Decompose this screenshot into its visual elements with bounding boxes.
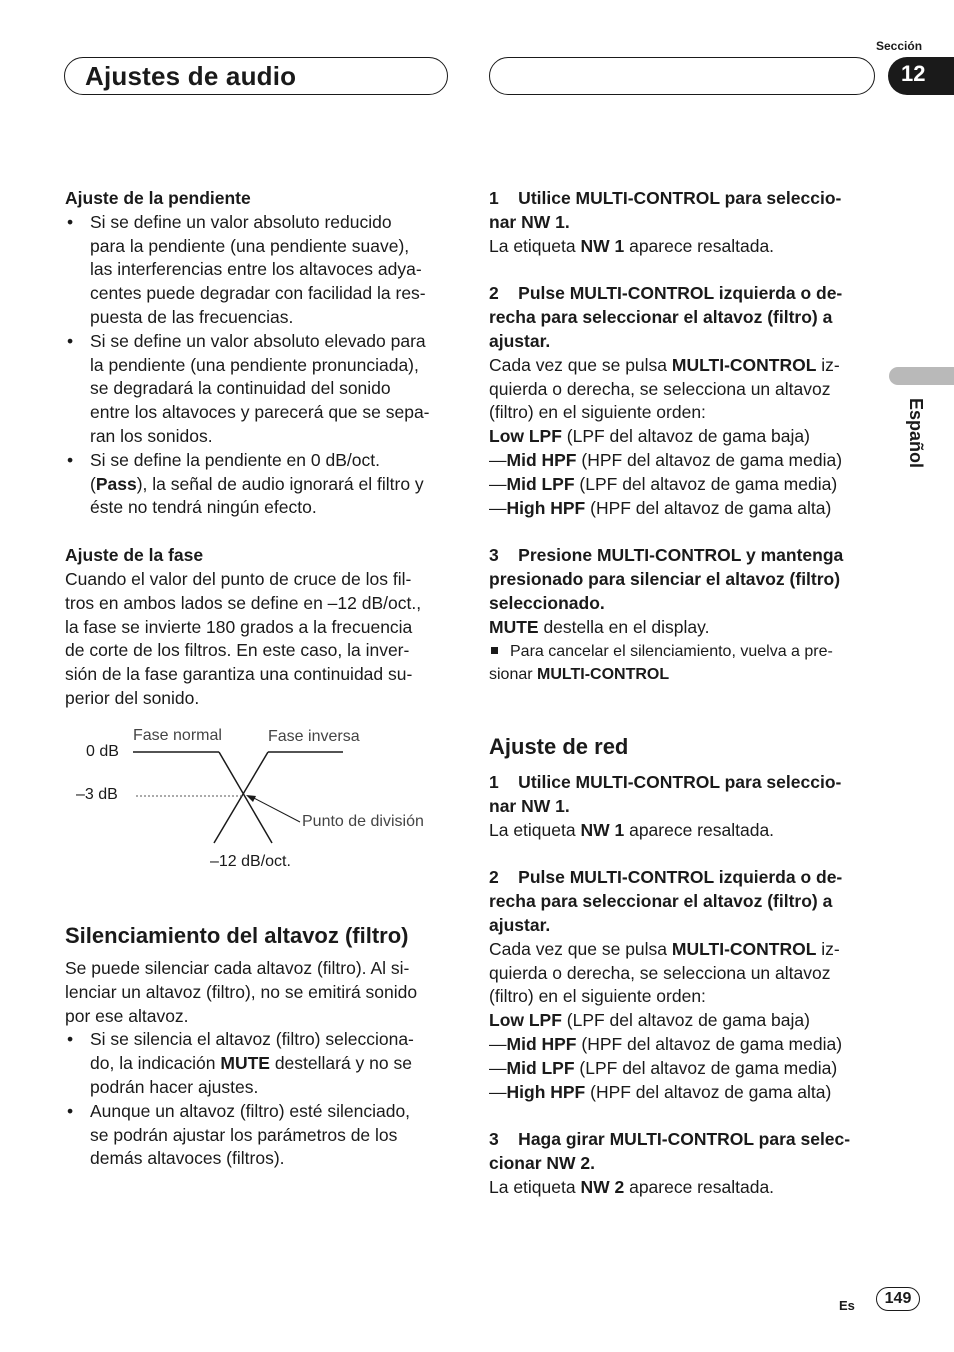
line: tros en ambos lados se define en –12 dB/oct., bbox=[65, 592, 422, 613]
line: recha para seleccionar el altavoz (filtro) a bbox=[489, 307, 833, 328]
net-step-2-body bbox=[489, 938, 874, 1009]
nw2-term: NW 2 bbox=[580, 1176, 625, 1197]
mute-term: MUTE bbox=[489, 616, 539, 637]
line: por ese altavoz. bbox=[65, 1005, 189, 1026]
line: Si se define la pendiente en 0 dB/oct. bbox=[90, 449, 380, 470]
line: para la pendiente (una pendiente suave), bbox=[90, 235, 410, 256]
line: Si se define un valor absoluto reducido bbox=[90, 211, 392, 232]
line: sión de la fase garantiza una continuidad su- bbox=[65, 664, 413, 685]
line: se degradará la continuidad del sonido bbox=[90, 378, 391, 399]
nw1-term: NW 1 bbox=[580, 819, 625, 840]
net-step-3-body bbox=[489, 1176, 874, 1200]
net-speaker-order-list bbox=[489, 1009, 874, 1104]
line: 3 Haga girar MULTI-CONTROL para selec- bbox=[489, 1129, 851, 1150]
line: Cuando el valor del punto de cruce de los fil- bbox=[65, 568, 412, 589]
order-desc: (HPF del altavoz de gama alta) bbox=[585, 1081, 832, 1102]
footer-language-code: Es bbox=[839, 1298, 855, 1313]
order-term: Mid HPF bbox=[506, 1033, 577, 1054]
line: la pendiente (una pendiente pronunciada), bbox=[90, 354, 419, 375]
line: la fase se invierte 180 grados a la frecuencia bbox=[65, 616, 413, 637]
line: quierda o derecha, se selecciona un altavoz bbox=[489, 962, 831, 983]
text: La etiqueta bbox=[489, 1176, 581, 1197]
line: cionar NW 2. bbox=[489, 1153, 595, 1174]
line: seleccionado. bbox=[489, 592, 605, 613]
label-0db: 0 dB bbox=[86, 743, 119, 760]
mute-bullet-list bbox=[65, 1028, 460, 1171]
step-3-note bbox=[489, 640, 874, 686]
order-desc: (LPF del altavoz de gama baja) bbox=[561, 1010, 810, 1031]
line: ajustar. bbox=[489, 330, 551, 351]
line: 1 Utilice MULTI-CONTROL para seleccio- bbox=[489, 188, 842, 208]
line: ajustar. bbox=[489, 914, 551, 935]
net-step-1-title bbox=[489, 771, 874, 819]
mute-bullet-2 bbox=[65, 1100, 460, 1171]
multi-control-term: MULTI-CONTROL bbox=[537, 665, 670, 683]
text: destella en el display. bbox=[538, 616, 710, 637]
section-number-badge: 12 bbox=[888, 57, 954, 95]
step-3-body bbox=[489, 616, 874, 640]
text: iz- bbox=[816, 354, 840, 375]
step-1-body bbox=[489, 235, 874, 259]
text: Cada vez que se pulsa bbox=[489, 354, 672, 375]
text: aparece resaltada. bbox=[624, 819, 775, 840]
label-crossover-point: Punto de división bbox=[302, 813, 424, 830]
line: lenciar un altavoz (filtro), no se emitirá sonido bbox=[65, 981, 418, 1002]
slope-heading: Ajuste de la pendiente bbox=[65, 188, 251, 208]
network-heading: Ajuste de red bbox=[489, 734, 629, 759]
page-number: 149 bbox=[876, 1287, 920, 1311]
order-term: High HPF bbox=[506, 497, 586, 518]
line: 2 Pulse MULTI-CONTROL izquierda o de- bbox=[489, 283, 843, 304]
order-item bbox=[489, 1081, 874, 1105]
text: sionar bbox=[489, 665, 538, 683]
note-square-icon bbox=[491, 647, 498, 654]
text: aparece resaltada. bbox=[624, 1176, 775, 1197]
order-item bbox=[489, 1057, 874, 1081]
text: La etiqueta bbox=[489, 235, 581, 256]
text: iz- bbox=[816, 938, 840, 959]
multi-control-term: MULTI-CONTROL bbox=[671, 938, 817, 959]
mute-bullet-1 bbox=[65, 1028, 460, 1099]
line: podrán hacer ajustes. bbox=[90, 1076, 259, 1097]
label-minus3db: –3 dB bbox=[76, 786, 118, 803]
right-column bbox=[489, 187, 874, 686]
line: ), la señal de audio ignorará el filtro y bbox=[136, 473, 424, 494]
section-label: Sección bbox=[876, 39, 923, 53]
page-title: Ajustes de audio bbox=[85, 61, 297, 91]
label-slope: –12 dB/oct. bbox=[210, 853, 291, 870]
order-desc: (HPF del altavoz de gama media) bbox=[576, 1033, 843, 1054]
order-item bbox=[489, 1033, 874, 1057]
line: presionado para silenciar el altavoz (filtro) bbox=[489, 569, 841, 590]
order-item bbox=[489, 473, 874, 497]
dash: — bbox=[489, 1081, 507, 1102]
line: Para cancelar el silenciamiento, vuelva a pre- bbox=[510, 642, 833, 660]
phase-heading: Ajuste de la fase bbox=[65, 545, 204, 566]
line: Si se define un valor absoluto elevado para bbox=[90, 330, 426, 351]
line: nar NW 1. bbox=[489, 211, 570, 232]
order-item bbox=[489, 425, 874, 449]
mute-heading: Silenciamiento del altavoz (filtro) bbox=[65, 923, 409, 948]
line: ( bbox=[90, 473, 96, 494]
dash: — bbox=[489, 473, 507, 494]
line: Se puede silenciar cada altavoz (filtro). Al si- bbox=[65, 958, 410, 978]
net-step-1-body bbox=[489, 819, 874, 843]
text: Cada vez que se pulsa bbox=[489, 938, 672, 959]
line: de corte de los filtros. En este caso, la inver- bbox=[65, 640, 410, 661]
line: do, la indicación bbox=[90, 1053, 221, 1074]
line: demás altavoces (filtros). bbox=[90, 1148, 285, 1169]
mute-term: MUTE bbox=[220, 1053, 270, 1074]
order-desc: (LPF del altavoz de gama baja) bbox=[561, 426, 810, 447]
dash: — bbox=[489, 497, 507, 518]
line: nar NW 1. bbox=[489, 795, 570, 816]
dash: — bbox=[489, 1033, 507, 1054]
order-item bbox=[489, 497, 874, 521]
line: Aunque un altavoz (filtro) esté silenciado, bbox=[90, 1100, 411, 1121]
order-term: Mid HPF bbox=[506, 449, 577, 470]
order-item bbox=[489, 449, 874, 473]
line: Si se silencia el altavoz (filtro) selecciona- bbox=[90, 1029, 414, 1050]
multi-control-term: MULTI-CONTROL bbox=[671, 354, 817, 375]
order-desc: (LPF del altavoz de gama media) bbox=[574, 473, 838, 494]
line: destellará y no se bbox=[269, 1053, 412, 1074]
line: 3 Presione MULTI-CONTROL y mantenga bbox=[489, 545, 844, 566]
text: La etiqueta bbox=[489, 819, 581, 840]
dash: — bbox=[489, 449, 507, 470]
order-term: Mid LPF bbox=[506, 473, 575, 494]
nw1-term: NW 1 bbox=[580, 235, 625, 256]
label-normal-phase: Fase normal bbox=[133, 727, 222, 744]
net-step-2-title bbox=[489, 866, 874, 937]
label-inverse-phase: Fase inversa bbox=[268, 728, 360, 745]
line: perior del sonido. bbox=[65, 687, 200, 708]
pass-term: Pass bbox=[95, 473, 137, 494]
line: éste no tendrá ningún efecto. bbox=[90, 497, 317, 518]
mute-section bbox=[65, 922, 460, 1171]
order-term: Mid LPF bbox=[506, 1057, 575, 1078]
order-term: Low LPF bbox=[489, 426, 562, 447]
line: se podrán ajustar los parámetros de los bbox=[90, 1124, 398, 1145]
text: aparece resaltada. bbox=[624, 235, 775, 256]
step-1-title bbox=[489, 187, 874, 235]
line: recha para seleccionar el altavoz (filtro) a bbox=[489, 891, 833, 912]
order-term: Low LPF bbox=[489, 1010, 562, 1031]
line: quierda o derecha, se selecciona un altavoz bbox=[489, 378, 831, 399]
order-desc: (HPF del altavoz de gama alta) bbox=[585, 497, 832, 518]
language-label: Español bbox=[906, 398, 926, 469]
step-3-title bbox=[489, 544, 874, 615]
line: puesta de las frecuencias. bbox=[90, 306, 294, 327]
order-term: High HPF bbox=[506, 1081, 586, 1102]
line: 2 Pulse MULTI-CONTROL izquierda o de- bbox=[489, 867, 843, 888]
order-desc: (LPF del altavoz de gama media) bbox=[574, 1057, 838, 1078]
line: ran los sonidos. bbox=[90, 425, 213, 446]
dash: — bbox=[489, 1057, 507, 1078]
line: (filtro) en el siguiente orden: bbox=[489, 986, 706, 1007]
order-item bbox=[489, 1009, 874, 1033]
line: las interferencias entre los altavoces adya- bbox=[90, 259, 422, 280]
mute-paragraph bbox=[65, 957, 460, 1028]
line: 1 Utilice MULTI-CONTROL para seleccio- bbox=[489, 772, 842, 792]
line: centes puede degradar con facilidad la res- bbox=[90, 283, 426, 304]
network-section bbox=[489, 733, 874, 1200]
line: (filtro) en el siguiente orden: bbox=[489, 402, 706, 423]
line: entre los altavoces y parecerá que se sepa- bbox=[90, 402, 430, 423]
speaker-order-list bbox=[489, 425, 874, 520]
order-desc: (HPF del altavoz de gama media) bbox=[576, 449, 843, 470]
step-2-body bbox=[489, 354, 874, 425]
step-2-title bbox=[489, 282, 874, 353]
net-step-3-title bbox=[489, 1128, 874, 1176]
